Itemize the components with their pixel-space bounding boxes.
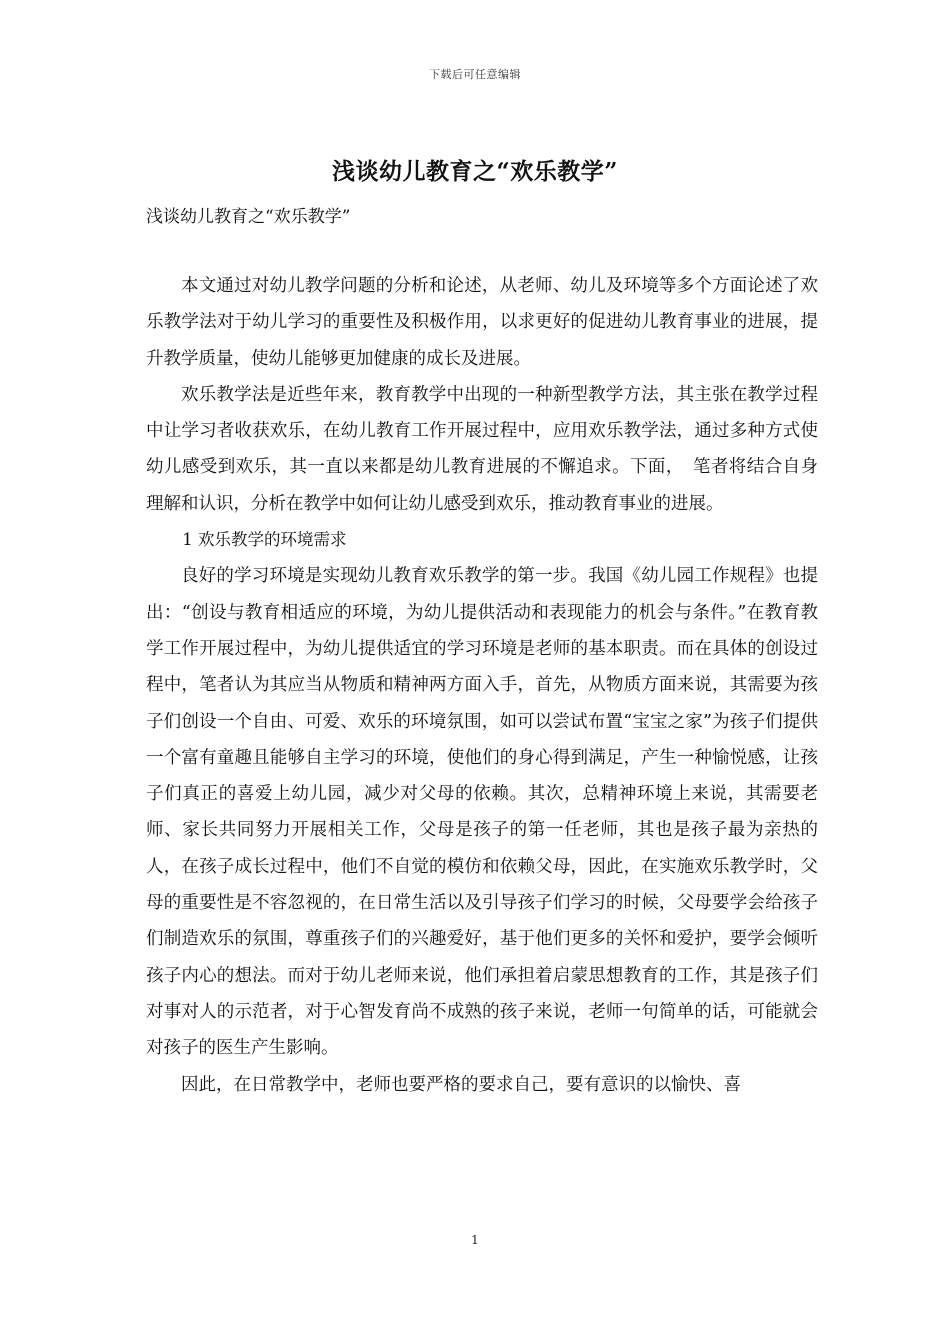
paragraph-intro: 欢乐教学法是近些年来，教育教学中出现的一种新型教学方法，其主张在教学过程中让学习者收获欢乐，在幼儿教育工作开展过程中，应用欢乐教学法，通过多种方式使幼儿感受到欢乐，其一直以来都是幼儿教育进展的不懈追求。下面， 笔者将结合自身理解和认识，分析在教学中如何让幼儿感受到欢乐，推动教育事业的进展。 xyxy=(146,384,818,514)
header-note: 下载后可任意编辑 xyxy=(429,68,521,81)
paragraph-environment: 良好的学习环境是实现幼儿教育欢乐教学的第一步。我国《幼儿园工作规程》也提出：“创设与教育相适应的环境，为幼儿提供活动和表现能力的机会与条件。”在教育教学工作开展过程中，为幼儿提供适宜的学习环境是老师的基本职责。而在具体的创设过程中，笔者认为其应当从物质和精神两方面入手，首先，从物质方面来说，其需要为孩子们创设一个自由、可爱、欢乐的环境氛围，如可以尝试布置“宝宝之家”为孩子们提供一个富有童趣且能够自主学习的环境，使他们的身心得到满足，产生一种愉悦感，让孩子们真正的喜爱上幼儿园，减少对父母的依赖。其次，总精神环境上来说，其需要老师、家长共同努力开展相关工作，父母是孩子的第一任老师，其也是孩子最为亲热的人，在孩子成长过程中，他们不自觉的模仿和依赖父母，因此，在实施欢乐教学时，父母的重要性是不容忽视的，在日常生活以及引导孩子们学习的时候，父母要学会给孩子们制造欢乐的氛围，尊重孩子们的兴趣爱好，基于他们更多的关怀和爱护，要学会倾听孩子内心的想法。而对于幼儿老师来说，他们承担着启蒙思想教育的工作，其是孩子们对事对人的示范者，对于心智发育尚不成熟的孩子来说，老师一句简单的话，可能就会对孩子的医生产生影响。 xyxy=(146,566,818,1059)
section-heading: 1 欢乐教学的环境需求 xyxy=(182,530,347,550)
document-title: 浅谈幼儿教育之“欢乐教学” xyxy=(332,158,618,185)
page-number: 1 xyxy=(471,1233,479,1247)
document-subtitle: 浅谈幼儿教育之“欢乐教学” xyxy=(146,207,351,227)
document-body xyxy=(146,268,818,1103)
paragraph-continuation: 因此，在日常教学中，老师也要严格的要求自己，要有意识的以愉快、喜 xyxy=(181,1074,741,1095)
paragraph-abstract: 本文通过对幼儿教学问题的分析和论述，从老师、幼儿及环境等多个方面论述了欢乐教学法对于幼儿学习的重要性及积极作用，以求更好的促进幼儿教育事业的进展，提升教学质量，使幼儿能够更加健康的成长及进展。 xyxy=(146,276,818,369)
